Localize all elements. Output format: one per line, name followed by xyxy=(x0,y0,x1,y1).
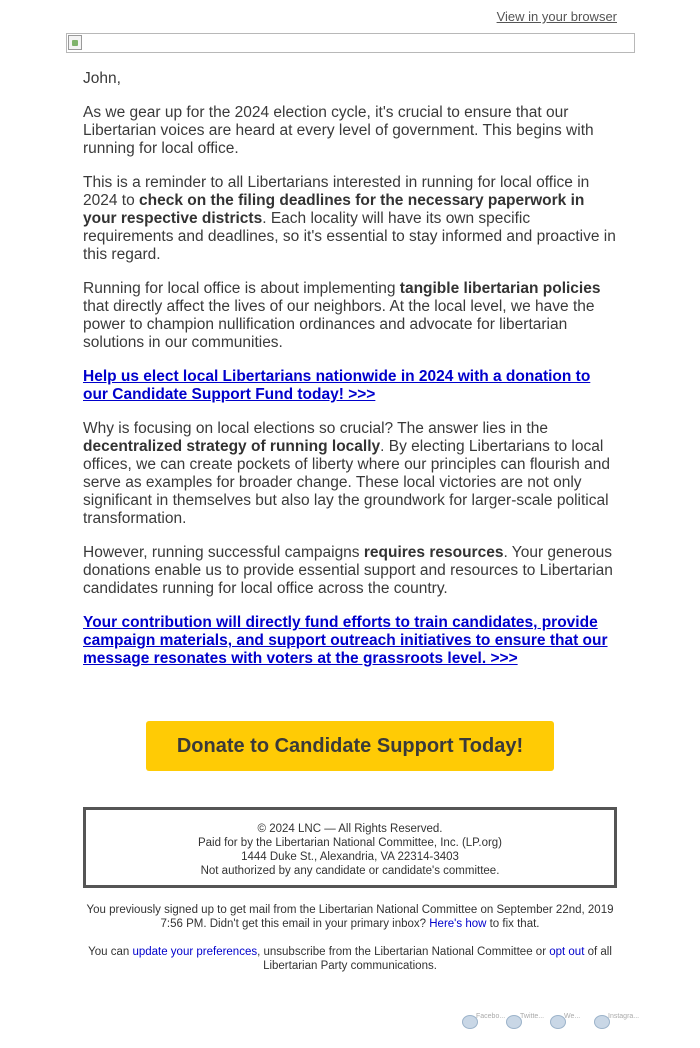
donate-button[interactable]: Donate to Candidate Support Today! xyxy=(146,721,554,771)
paragraph-resources: However, running successful campaigns requires resources. Your generous donations enable us to provide essential support and resources to Libertarian candidates running for local office across the country. xyxy=(83,544,613,597)
email-body xyxy=(83,70,619,684)
donate-link-candidate-fund[interactable]: Help us elect local Libertarians nationwide in 2024 with a donation to our Candidate Support Fund today! >>> xyxy=(83,368,591,403)
copyright-text: © 2024 LNC — All Rights Reserved. xyxy=(257,823,443,835)
address-text: 1444 Duke St., Alexandria, VA 22314-3403 xyxy=(241,851,459,863)
footer-legal-box xyxy=(83,807,617,888)
disclaimer-text: Not authorized by any candidate or candidate's committee. xyxy=(200,865,500,877)
paragraph-why-local: Why is focusing on local elections so crucial? The answer lies in the decentralized strategy of running locally. By electing Libertarians to local offices, we can create pockets of liberty where our principles can flourish and serve as examples for broader change. These local victories are not only significant in themselves but also lay the groundwork for larger-scale political transformation. xyxy=(83,420,610,527)
update-preferences-link[interactable]: update your preferences xyxy=(132,946,258,958)
twitter-icon[interactable]: Twitte... xyxy=(506,1013,526,1029)
broken-image-icon xyxy=(68,35,82,50)
view-in-browser-link[interactable]: View in your browser xyxy=(496,9,617,24)
paragraph-reminder: This is a reminder to all Libertarians interested in running for local office in 2024 to check on the filing deadlines for the necessary paperwork in your respective districts. Each locality will have its own specific requirements and deadlines, so it's essential to stay informed and proactive in this regard. xyxy=(83,174,616,263)
heres-how-link[interactable]: Here's how xyxy=(429,918,487,930)
opt-out-link[interactable]: opt out xyxy=(549,946,585,958)
greeting: John, xyxy=(83,70,121,87)
header-banner-image xyxy=(66,33,635,53)
paragraph-policies: Running for local office is about implementing tangible libertarian policies that directly affect the lives of our neighbors. At the local level, we have the power to champion nullification ordinances and advocate for libertarian solutions in our communities. xyxy=(83,280,601,351)
preferences-notice: You can update your preferences, unsubscribe from the Libertarian National Committee or opt out of all Libertarian Party communications. xyxy=(88,946,612,972)
paragraph-intro: As we gear up for the 2024 election cycle, it's crucial to ensure that our Libertarian voices are heard at every level of government. This begins with running for local office. xyxy=(83,104,594,157)
facebook-icon[interactable]: Facebo... xyxy=(462,1013,482,1029)
signup-notice: You previously signed up to get mail from the Libertarian National Committee on September 22nd, 2019 7:56 PM. Didn't get this email in your primary inbox? Here's how to fix that. xyxy=(86,904,614,930)
website-icon[interactable]: We... xyxy=(550,1013,570,1029)
contribution-link[interactable]: Your contribution will directly fund efforts to train candidates, provide campaign materials, and support outreach initiatives to ensure that our message resonates with voters at the grassroots level. >>> xyxy=(83,614,608,667)
instagram-icon[interactable]: Instagra... xyxy=(594,1013,614,1029)
social-links xyxy=(462,1013,638,1029)
paid-for-text: Paid for by the Libertarian National Committee, Inc. (LP.org) xyxy=(197,837,503,849)
